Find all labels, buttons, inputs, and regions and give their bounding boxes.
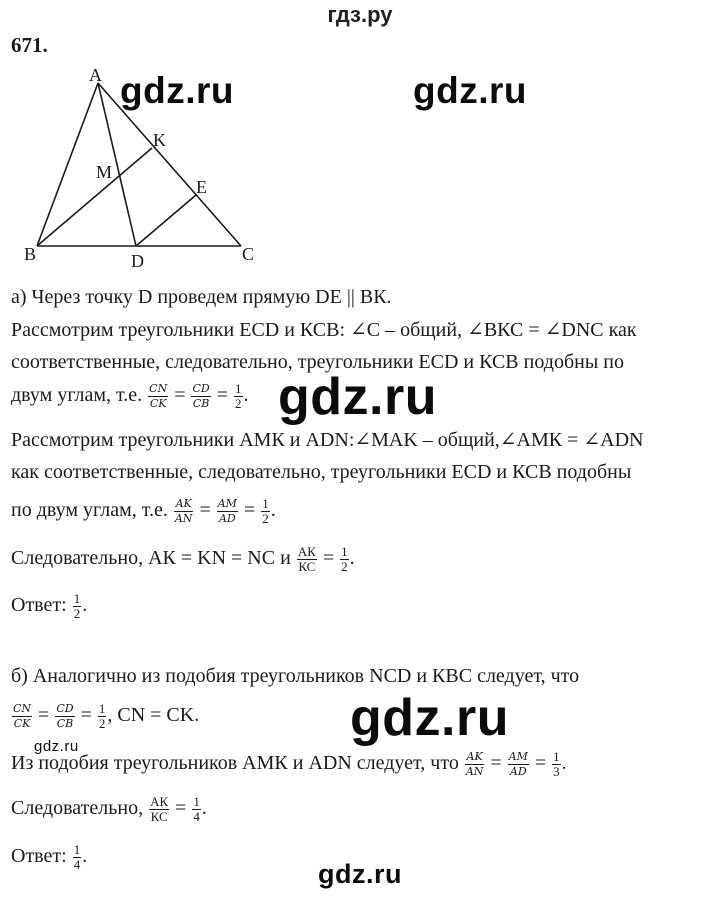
text-span: двум углам, т.е. [11, 384, 143, 407]
label-point-k: K [153, 130, 166, 150]
denominator: 2 [341, 559, 348, 574]
answer-label: Ответ: [11, 845, 67, 868]
watermark-small: gdz.ru [34, 738, 79, 755]
fraction [297, 545, 317, 574]
footer-watermark[interactable]: gdz.ru [318, 859, 402, 889]
part-b-equation-line: $\frac{CN}{CK}$ = $\frac{CD}{CB}$ = $\frac{1}{2}$ , CN = CK. [13, 701, 200, 731]
text-span: , CN = CK. [107, 704, 200, 727]
denominator: CB [56, 717, 74, 730]
segment-de [136, 195, 196, 246]
denominator: 2 [235, 396, 242, 411]
part-a-line: а) Через точку D проведем прямую DE || ВК. [11, 286, 392, 308]
fraction [192, 795, 201, 824]
denominator: AD [218, 512, 236, 525]
problem-number: 671. [11, 33, 48, 57]
fraction [465, 750, 485, 779]
numerator: AM [217, 497, 237, 510]
part-a-line: как соответственные, следовательно, треугольники ECD и КСВ подобны [11, 461, 632, 483]
numerator: 1 [193, 794, 200, 809]
fraction [191, 382, 210, 411]
fraction [340, 545, 349, 574]
label-point-e: E [196, 177, 207, 197]
answer-fraction [73, 592, 82, 621]
denominator: CB [192, 397, 210, 410]
watermark: gdz.ru [413, 70, 527, 111]
denominator: 2 [73, 606, 81, 621]
numerator: CD [192, 382, 210, 395]
watermark: gdz.ru [350, 689, 509, 747]
part-a-equation-line: Следовательно, АК = KN = NC и $\frac{АК}{КС}$ = $\frac{1}{2}$ . [11, 544, 355, 574]
part-a-equation-line: по двум углам, т.е. $\frac{AK}{AN}$ = $\frac{AM}{AD}$ = $\frac{1}{2}$ . [11, 496, 276, 526]
denominator: 4 [193, 809, 200, 824]
label-point-d: D [131, 251, 144, 270]
watermark: gdz.ru [120, 70, 234, 111]
part-b-equation-line: Следовательно, $\frac{АК}{КС}$ = $\frac{1}{4}$ . [11, 794, 207, 824]
denominator: 3 [553, 764, 560, 779]
fraction [217, 497, 238, 526]
answer-label: Ответ: [11, 594, 67, 617]
segment-ab [37, 83, 98, 246]
numerator: AK [175, 497, 192, 510]
numerator: AK [466, 750, 483, 763]
denominator: 4 [73, 857, 81, 872]
denominator: 2 [98, 716, 106, 731]
part-a-line: Рассмотрим треугольники ECD и КСВ: ∠С – общий, ∠ВКС = ∠DNC как [11, 319, 637, 341]
part-b-line: б) Аналогично из подобия треугольников NCD и КВС следует, что [11, 665, 580, 687]
numerator: CN [13, 702, 32, 715]
fraction [552, 750, 561, 779]
numerator: 1 [235, 381, 242, 396]
label-point-a: A [89, 65, 102, 85]
denominator: AN [465, 765, 484, 778]
denominator: CK [13, 717, 31, 730]
fraction [149, 795, 169, 824]
denominator: КС [150, 809, 168, 824]
denominator: AN [174, 512, 193, 525]
label-point-c: C [242, 244, 255, 264]
numerator: 1 [262, 496, 269, 511]
part-a-line: соответственные, следовательно, треугольники ECD и КСВ подобны по [11, 351, 624, 373]
text-span: по двум углам, т.е. [11, 499, 168, 522]
text-span: Следовательно, АК = KN = NC и [11, 547, 291, 570]
part-b-equation-line: Из подобия треугольников АМК и ADN следует, что $\frac{AK}{AN}$ = $\frac{AM}{AD}$ = $\frac{1}{3}$ . [11, 749, 567, 779]
fraction [508, 750, 529, 779]
numerator: 1 [98, 701, 106, 716]
numerator: АК [150, 794, 169, 809]
fraction [12, 702, 32, 731]
label-point-m: M [96, 162, 113, 182]
denominator: КС [298, 559, 316, 574]
fraction [261, 497, 270, 526]
fraction [234, 382, 243, 411]
segment-bk [37, 148, 152, 246]
fraction [174, 497, 194, 526]
watermark: gdz.ru [278, 368, 437, 426]
denominator: CK [149, 397, 167, 410]
numerator: CD [56, 702, 74, 715]
fraction [148, 382, 168, 411]
label-point-b: B [24, 244, 37, 264]
part-a-answer: Ответ: $\frac{1}{2}$ . [11, 591, 88, 621]
numerator: 1 [341, 544, 348, 559]
numerator: АК [297, 544, 316, 559]
numerator: AM [508, 750, 528, 763]
numerator: 1 [553, 749, 560, 764]
fraction [55, 702, 74, 731]
text-span: Следовательно, [11, 797, 144, 820]
part-b-answer: Ответ: $\frac{1}{4}$ . [11, 842, 88, 872]
text-span: Из подобия треугольников АМК и ADN следует, что [11, 752, 459, 775]
numerator: 1 [73, 591, 81, 606]
part-a-line: Рассмотрим треугольники АМК и ADN:∠MAK – общий,∠АМК = ∠ADN [11, 429, 644, 451]
denominator: 2 [262, 511, 269, 526]
part-a-equation-line: двум углам, т.е. $\frac{CN}{CK}$ = $\frac{CD}{CB}$ = $\frac{1}{2}$ . [11, 381, 249, 411]
site-title[interactable]: гдз.ру [327, 2, 393, 27]
denominator: AD [509, 765, 527, 778]
fraction [98, 702, 107, 731]
numerator: 1 [73, 842, 81, 857]
numerator: CN [149, 382, 168, 395]
